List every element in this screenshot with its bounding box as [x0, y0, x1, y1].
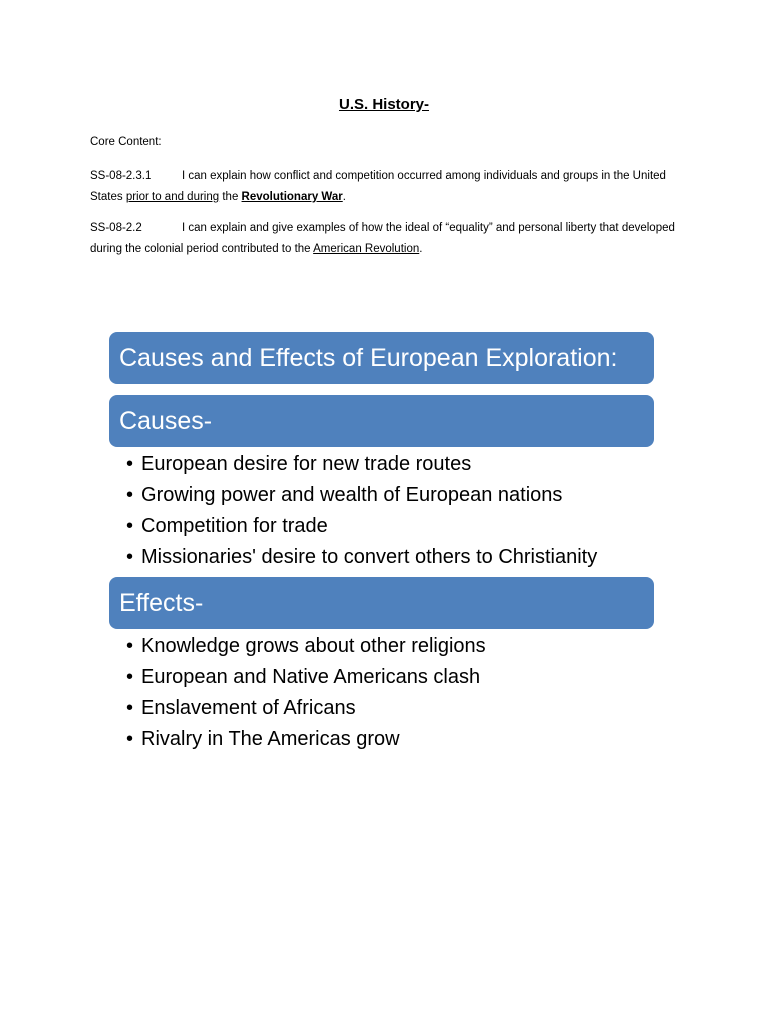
standard-underline-american-revolution: American Revolution	[313, 243, 420, 255]
standard-text-end: .	[419, 243, 423, 255]
standard-1	[90, 166, 690, 208]
standard-code: SS-08-2.2	[90, 222, 142, 234]
standard-underline-prior: prior to and during	[125, 191, 220, 203]
page-title: U.S. History-	[338, 96, 429, 113]
effect-item: • European and Native Americans clash	[126, 662, 486, 693]
effect-item: • Rivalry in The Americas grow	[126, 724, 486, 755]
effect-item: • Knowledge grows about other religions	[126, 631, 486, 662]
standard-2	[90, 218, 690, 260]
standard-text: I can explain how conflict and competition occurred among individuals and groups in the United States	[90, 170, 666, 203]
effects-list	[126, 631, 486, 755]
cause-item: • Missionaries' desire to convert others to Christianity	[126, 542, 597, 573]
causes-heading-box: Causes-	[109, 395, 654, 447]
cause-item: • Growing power and wealth of European nations	[126, 480, 597, 511]
diagram-title-box: Causes and Effects of European Exploration:	[109, 332, 654, 384]
effect-item: • Enslavement of Africans	[126, 693, 486, 724]
standard-code: SS-08-2.3.1	[90, 170, 152, 182]
standard-text-end: .	[342, 191, 346, 203]
cause-item: • European desire for new trade routes	[126, 449, 597, 480]
causes-list	[126, 449, 597, 573]
standard-text: I can explain and give examples of how the ideal of “equality” and personal liberty that developed during the colonial period contributed to the	[90, 222, 675, 255]
standard-underline-revolutionary-war: Revolutionary War	[241, 191, 343, 203]
cause-item: • Competition for trade	[126, 511, 597, 542]
standard-text-middle: the	[219, 191, 242, 203]
core-content-label: Core Content:	[90, 136, 162, 148]
effects-heading-box: Effects-	[109, 577, 654, 629]
